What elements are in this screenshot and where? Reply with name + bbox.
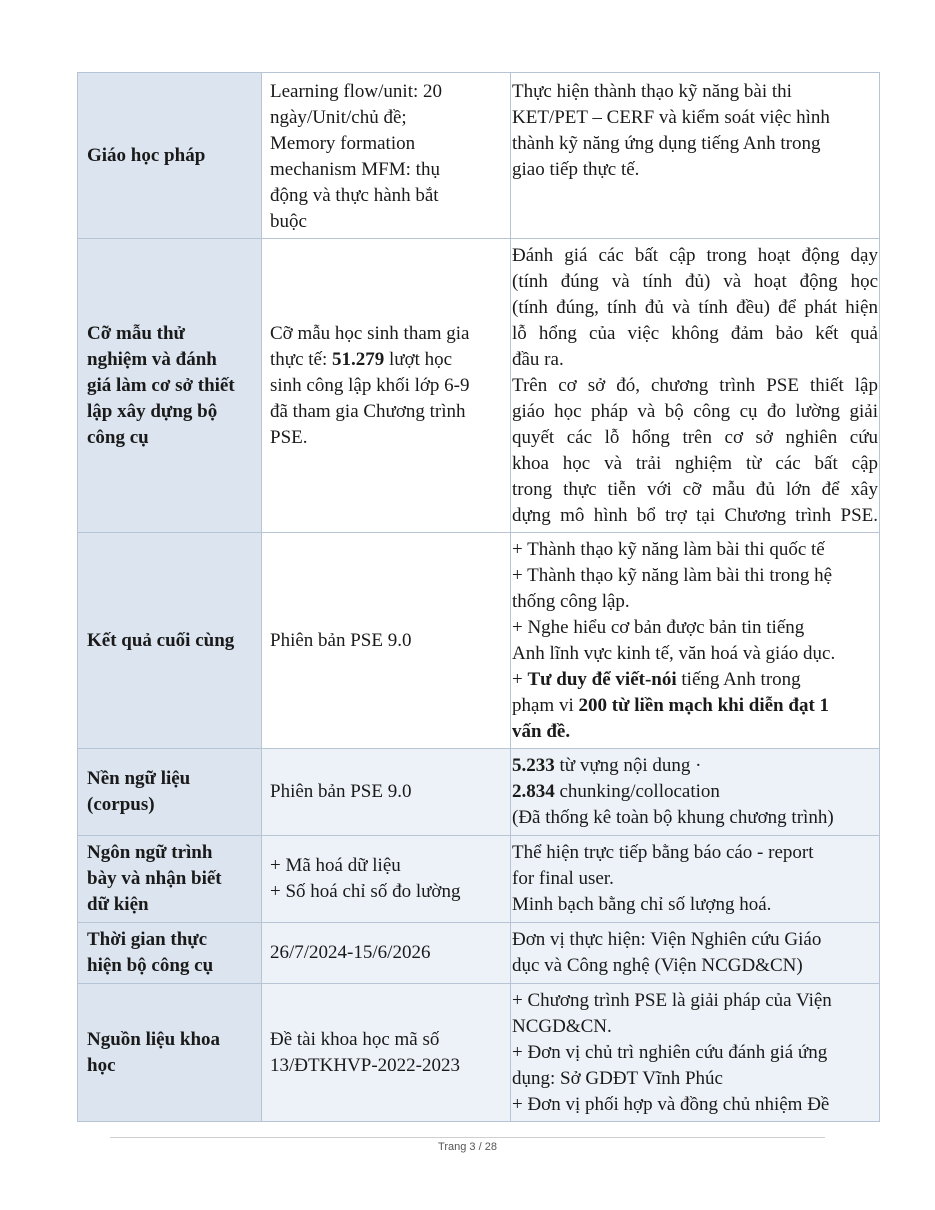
cell-implementing-unit: Đơn vị thực hiện: Viện Nghiên cứu Giáo dục và Công nghệ (Viện NCGD&CN)	[511, 923, 880, 984]
cell-data-encoding: + Mã hoá dữ liệu + Số hoá chỉ số đo lường	[262, 836, 511, 923]
table-row	[78, 984, 880, 1122]
cell-final-version: Phiên bản PSE 9.0	[262, 533, 511, 749]
spec-table	[77, 72, 880, 1122]
row-label-corpus: Nền ngữ liệu (corpus)	[78, 749, 262, 836]
footer-divider	[110, 1137, 825, 1138]
row-label-scientific-source: Nguồn liệu khoa học	[78, 984, 262, 1122]
cell-learning-flow: Learning flow/unit: 20 ngày/Unit/chủ đề; Memory formation mechanism MFM: thụ động và thực hành bắt buộc	[262, 73, 511, 239]
cell-reporting: Thể hiện trực tiếp bằng báo cáo - report for final user. Minh bạch bằng chỉ số lượng hoá.	[511, 836, 880, 923]
page-number: Trang 3 / 28	[438, 1141, 497, 1153]
row-label-final-result: Kết quả cuối cùng	[78, 533, 262, 749]
row-label-sample-size: Cỡ mẫu thử nghiệm và đánh giá làm cơ sở thiết lập xây dựng bộ công cụ	[78, 239, 262, 533]
table-row	[78, 749, 880, 836]
row-label-pedagogy: Giáo học pháp	[78, 73, 262, 239]
cell-research-code: Đề tài khoa học mã số 13/ĐTKHVP-2022-2023	[262, 984, 511, 1122]
cell-evaluation: Đánh giá các bất cập trong hoạt động dạy (tính đúng và tính đủ) và hoạt động học (tính đúng, tính đủ và tính đều) để phát hiện lỗ hổng của việc không đảm bảo kết quả đầu ra. Trên cơ sở đó, chương trình PSE thiết lập giáo học pháp và bộ công cụ đo lường giải quyết các lỗ hổng trên cơ sở nghiên cứu khoa học và trải nghiệm từ các bất cập trong thực tiễn với cỡ mẫu đủ lớn để xây dựng mô hình bổ trợ tại Chương trình PSE.	[511, 239, 880, 533]
table-row	[78, 239, 880, 533]
row-label-duration: Thời gian thực hiện bộ công cụ	[78, 923, 262, 984]
cell-date-range: 26/7/2024-15/6/2026	[262, 923, 511, 984]
table-row	[78, 73, 880, 239]
table-row	[78, 533, 880, 749]
table-row	[78, 923, 880, 984]
cell-research-units: + Chương trình PSE là giải pháp của Viện NCGD&CN. + Đơn vị chủ trì nghiên cứu đánh giá ứng dụng: Sở GDĐT Vĩnh Phúc + Đơn vị phối hợp và đồng chủ nhiệm Đề	[511, 984, 880, 1122]
cell-corpus-stats: 5.233 từ vựng nội dung · 2.834 chunking/collocation (Đã thống kê toàn bộ khung chương trình)	[511, 749, 880, 836]
row-label-presentation: Ngôn ngữ trình bày và nhận biết dữ kiện	[78, 836, 262, 923]
cell-pedagogy-goal: Thực hiện thành thạo kỹ năng bài thi KET/PET – CERF và kiểm soát việc hình thành kỹ năng ứng dụng tiếng Anh trong giao tiếp thực tế.	[511, 73, 880, 239]
cell-final-outcomes: + Thành thạo kỹ năng làm bài thi quốc tế + Thành thạo kỹ năng làm bài thi trong hệ thống công lập. + Nghe hiểu cơ bản được bản tin tiếng Anh lĩnh vực kinh tế, văn hoá và giáo dục. + Tư duy để viết-nói tiếng Anh trong phạm vi 200 từ liền mạch khi diễn đạt 1 vấn đề.	[511, 533, 880, 749]
table-row	[78, 836, 880, 923]
cell-corpus-version: Phiên bản PSE 9.0	[262, 749, 511, 836]
cell-sample-size: Cỡ mẫu học sinh tham gia thực tế: 51.279 lượt học sinh công lập khối lớp 6-9 đã tham gia Chương trình PSE.	[262, 239, 511, 533]
